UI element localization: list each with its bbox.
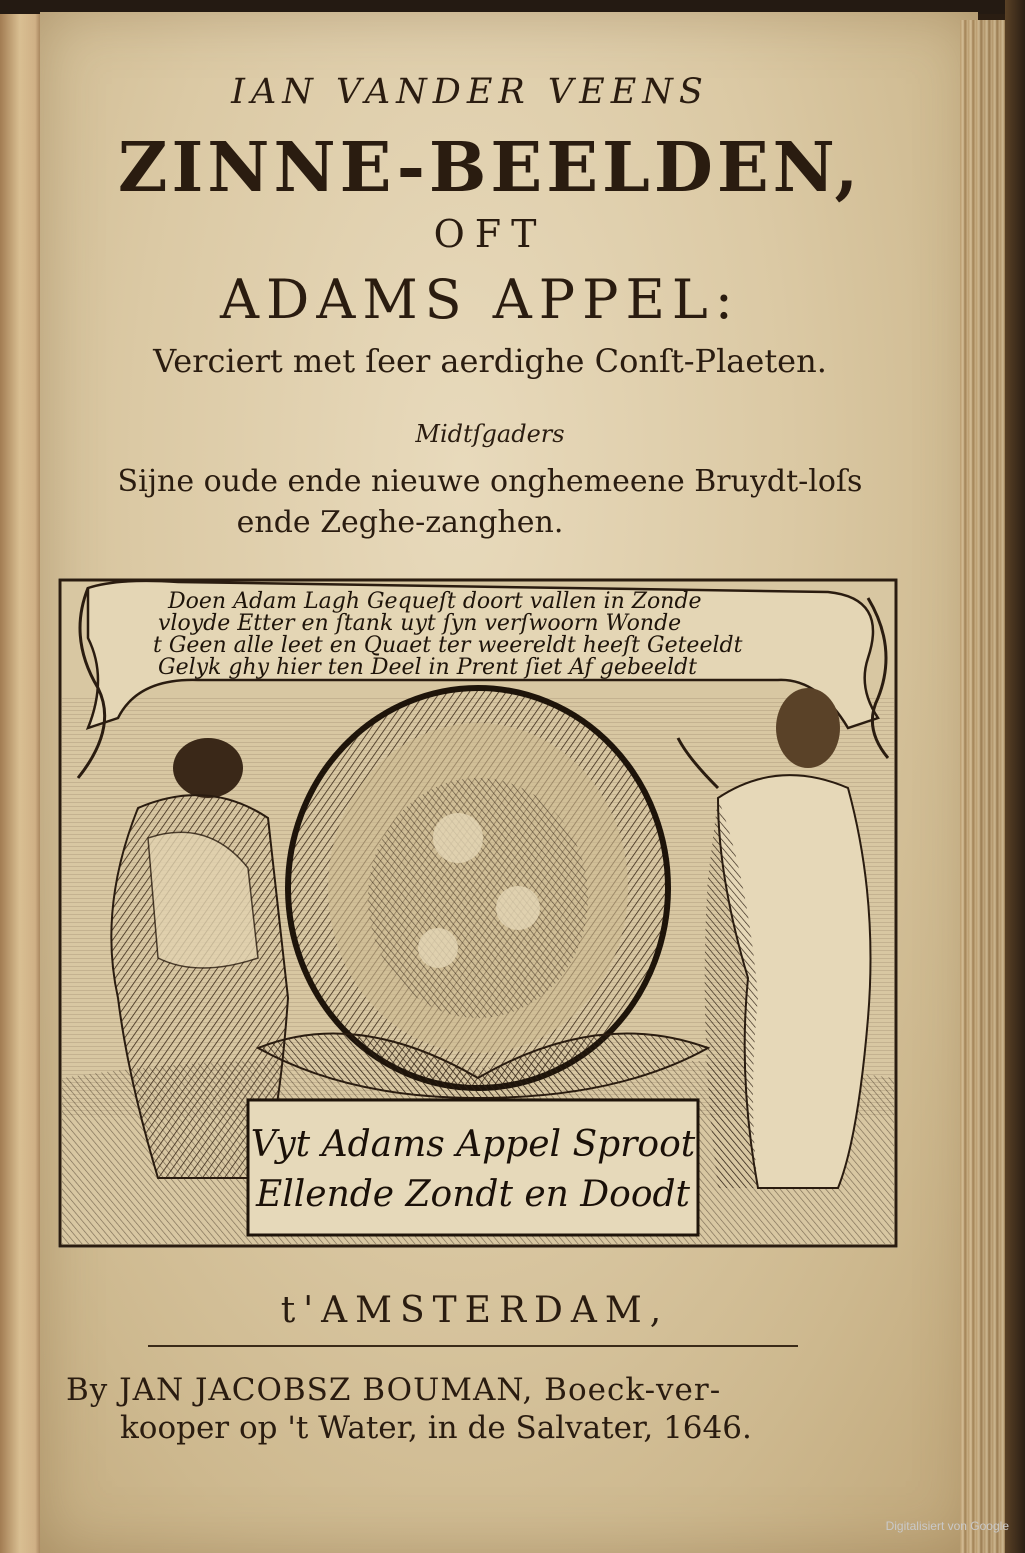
- banner-line-1: Doen Adam Lagh Gequeſt doort vallen in Zonde: [168, 589, 702, 614]
- left-page-edge: [0, 0, 44, 1553]
- main-title: ZINNE-BEELDEN,: [117, 128, 863, 208]
- banner-line-4: Gelyk ghy hier ten Deel in Prent ſiet Af gebeeldt: [158, 655, 697, 680]
- imprint-line-1: By JAN JACOBSZ BOUMAN, Boeck-ver-: [66, 1372, 722, 1408]
- midtsgaders: Midtſgaders: [415, 420, 565, 448]
- author-line: IAN VANDER VEENS: [231, 72, 709, 112]
- watermark: Digitalisiert von Google: [885, 1519, 1009, 1533]
- banner-line-2: vloyde Etter en ſtank uyt ſyn verſwoorn Wonde: [158, 611, 682, 636]
- subtitle: Verciert met ſeer aerdighe Conſt-Plaeten.: [153, 342, 827, 380]
- title-conjunction: OFT: [433, 212, 547, 256]
- cartouche-line-1: Vyt Adams Appel Sproot: [250, 1124, 696, 1165]
- right-shadow: [1005, 0, 1025, 1553]
- imprint-rule: [148, 1345, 798, 1347]
- alt-title: ADAMS APPEL:: [220, 268, 740, 331]
- banner-line-3: t Geen alle leet en Quaet ter weereldt heeſt Geteeldt: [153, 633, 743, 658]
- subtitle-2b: ende Zeghe-zanghen.: [236, 505, 564, 540]
- engraved-plate: [58, 578, 898, 1248]
- imprint-line-2: kooper op 't Water, in de Salvater, 1646.: [120, 1410, 752, 1446]
- imprint-place: t'AMSTERDAM,: [280, 1290, 670, 1331]
- cartouche-line-2: Ellende Zondt en Doodt: [255, 1174, 691, 1215]
- subtitle-2a: Sijne oude ende nieuwe onghemeene Bruydt-loſs: [117, 464, 863, 499]
- central-oval: [288, 688, 668, 1088]
